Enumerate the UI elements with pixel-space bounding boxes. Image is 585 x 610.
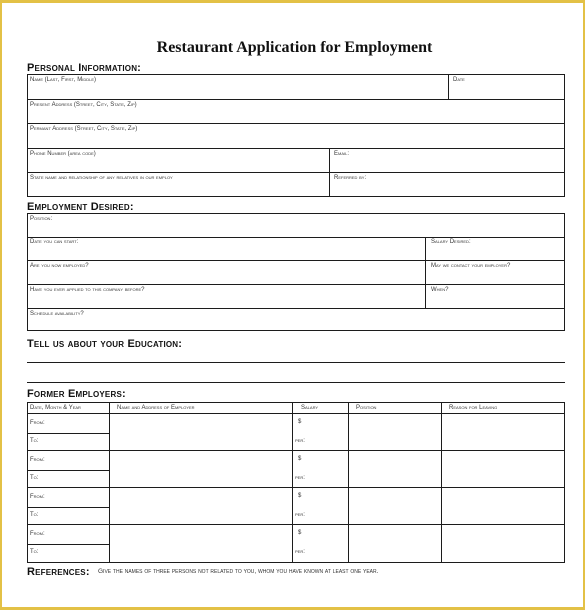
employer-3-to[interactable]: To: bbox=[30, 512, 39, 518]
former-employers-table bbox=[27, 402, 565, 563]
start-date-field[interactable]: Date you can start: bbox=[30, 239, 79, 245]
education-line-2[interactable] bbox=[27, 382, 565, 383]
employer-1-salary[interactable]: $ bbox=[298, 419, 302, 425]
relatives-field[interactable]: State name and relationship of any relatives in our employ bbox=[30, 175, 173, 181]
personal-info-heading: Personal Information: bbox=[27, 62, 142, 74]
employer-2-to[interactable]: To: bbox=[30, 475, 39, 481]
employer-1-to[interactable]: To: bbox=[30, 438, 39, 444]
applied-before-field[interactable]: Have you ever applied to this company before? bbox=[30, 287, 145, 293]
references-heading: References: bbox=[27, 566, 90, 578]
contact-employer-field[interactable]: May we contact your employer? bbox=[431, 263, 511, 269]
phone-field[interactable]: Phone Number (area code) bbox=[30, 151, 96, 157]
employer-3-per[interactable]: per: bbox=[295, 512, 305, 518]
form-title: Restaurant Application for Employment bbox=[156, 39, 433, 56]
when-field[interactable]: When? bbox=[431, 287, 449, 293]
name-field[interactable]: Name (Last, First, Middle) bbox=[30, 77, 97, 83]
former-employers-heading: Former Employers: bbox=[27, 388, 126, 400]
permanent-address-field[interactable]: Permant Address (Street, City, State, Zip) bbox=[30, 126, 138, 132]
references-note: Give the names of three persons not related to you, whom you have known at least one year. bbox=[98, 568, 379, 575]
employer-2-salary[interactable]: $ bbox=[298, 456, 302, 462]
employer-2-from[interactable]: From: bbox=[30, 457, 45, 463]
employer-3-salary[interactable]: $ bbox=[298, 493, 302, 499]
employer-4-salary[interactable]: $ bbox=[298, 530, 302, 536]
col-position: Position bbox=[356, 405, 377, 411]
employer-1-per[interactable]: per: bbox=[295, 438, 305, 444]
employer-4-from[interactable]: From: bbox=[30, 531, 45, 537]
date-field[interactable]: Date bbox=[453, 77, 465, 83]
now-employed-field[interactable]: Are you now employed? bbox=[30, 263, 89, 269]
education-line-1[interactable] bbox=[27, 362, 565, 363]
col-employer: Name and Address of Employer bbox=[117, 405, 195, 411]
salary-desired-field[interactable]: Salary Desired: bbox=[431, 239, 471, 245]
employer-1-from[interactable]: From: bbox=[30, 420, 45, 426]
employer-3-from[interactable]: From: bbox=[30, 494, 45, 500]
employment-desired-table bbox=[27, 213, 565, 331]
schedule-field[interactable]: Schedule availability? bbox=[30, 311, 84, 317]
employer-4-to[interactable]: To: bbox=[30, 549, 39, 555]
col-reason: Reason for Leaving bbox=[449, 405, 498, 411]
education-heading: Tell us about your Education: bbox=[27, 338, 183, 350]
referred-by-field[interactable]: Referred by: bbox=[334, 175, 367, 181]
present-address-field[interactable]: Present Address (Street, City, State, Zip) bbox=[30, 102, 137, 108]
position-field[interactable]: Position: bbox=[30, 216, 53, 222]
col-salary: Salary bbox=[301, 405, 319, 411]
employer-4-per[interactable]: per: bbox=[295, 549, 305, 555]
col-date: Date, Month & Year bbox=[30, 405, 81, 411]
employer-2-per[interactable]: per: bbox=[295, 475, 305, 481]
employment-desired-heading: Employment Desired: bbox=[27, 201, 134, 213]
email-field[interactable]: Email: bbox=[334, 151, 350, 157]
